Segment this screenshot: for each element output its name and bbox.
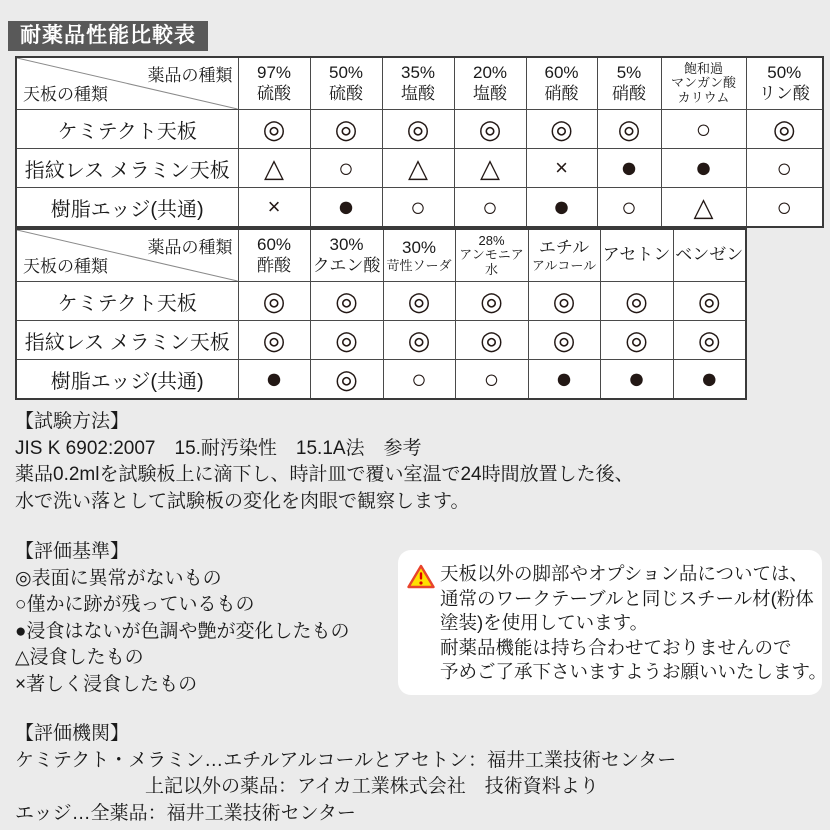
criteria-item: △浸食したもの — [15, 647, 144, 668]
column-header: 20% 塩酸 — [454, 57, 526, 110]
evaluator-line: 上記以外の薬品：アイカ工業株式会社 技術資料より — [145, 776, 599, 797]
rating-cell: ◎ — [310, 360, 383, 400]
rating-cell: ◎ — [600, 282, 673, 321]
test-method-line: JIS K 6902:2007 15.耐汚染性 15.1A法 参考 — [15, 437, 422, 459]
evaluator-line: エッジ…全薬品：福井工業技術センター — [15, 802, 356, 824]
column-header: 30% クエン酸 — [310, 229, 383, 282]
warning-line: 天板以外の脚部やオプション品については、 — [440, 563, 808, 584]
rating-cell: △ — [238, 149, 310, 188]
rating-cell: ● — [673, 360, 746, 400]
rating-cell: ◎ — [310, 110, 382, 149]
row-label: ケミテクト天板 — [16, 110, 238, 149]
warning-exclamation-bar — [420, 572, 422, 579]
rating-cell: ◎ — [526, 110, 597, 149]
rating-cell: ◎ — [600, 321, 673, 360]
criteria-section — [15, 539, 349, 698]
rating-cell: ◎ — [455, 282, 528, 321]
warning-line: 耐薬品機能は持ち合わせておりませんので — [440, 636, 792, 658]
column-header: 35% 塩酸 — [382, 57, 454, 110]
column-header: 50% 硫酸 — [310, 57, 382, 110]
test-method-line: 水で洗い落として試験板の変化を肉眼で観察します。 — [15, 490, 470, 512]
rating-cell: △ — [661, 188, 746, 228]
warning-line: 塗装)を使用しています。 — [440, 612, 649, 633]
section-heading-criteria: 【評価基準】 — [15, 541, 130, 562]
rating-cell: ○ — [746, 149, 823, 188]
warning-triangle-icon — [407, 564, 435, 589]
rating-cell: ◎ — [528, 282, 600, 321]
rating-cell: ◎ — [454, 110, 526, 149]
row-label: 樹脂エッジ(共通) — [16, 188, 238, 228]
rating-cell: ◎ — [597, 110, 661, 149]
corner-header-cell — [16, 229, 238, 282]
chemical-resistance-table-others — [15, 228, 747, 400]
warning-line: 予めご了承下さいますようお願いいたします。 — [440, 661, 828, 682]
rating-cell: ◎ — [746, 110, 823, 149]
rating-cell: ● — [528, 360, 600, 400]
rating-cell: ◎ — [455, 321, 528, 360]
row-label: ケミテクト天板 — [16, 282, 238, 321]
rating-cell: ○ — [310, 149, 382, 188]
corner-chemical-type-label: 薬品の種類 — [147, 238, 233, 257]
column-header: 飽和過 マンガン酸 カリウム — [661, 57, 746, 110]
rating-cell: ○ — [661, 110, 746, 149]
column-header: アセトン — [600, 229, 673, 282]
rating-cell: ◎ — [673, 282, 746, 321]
page-title: 耐薬品性能比較表 — [8, 21, 208, 51]
criteria-item: ○僅かに跡が残っているもの — [15, 594, 255, 615]
evaluator-section — [15, 721, 676, 827]
criteria-item: ×著しく浸食したもの — [15, 673, 198, 695]
warning-box — [398, 550, 828, 695]
rating-cell: ◎ — [382, 110, 454, 149]
rating-cell: ◎ — [383, 321, 455, 360]
rating-cell: △ — [454, 149, 526, 188]
column-header: 28% アンモニア 水 — [455, 229, 528, 282]
rating-cell: ● — [597, 149, 661, 188]
warning-exclamation-dot — [419, 581, 422, 584]
column-header: 60% 酢酸 — [238, 229, 310, 282]
rating-cell: ◎ — [238, 110, 310, 149]
test-method-line: 薬品0.2mlを試験板上に滴下し、時計皿で覆い室温で24時間放置した後、 — [15, 464, 634, 485]
rating-cell: ● — [661, 149, 746, 188]
section-heading-test-method: 【試験方法】 — [15, 411, 130, 432]
chemical-resistance-table-acids — [15, 56, 824, 228]
rating-cell: ◎ — [310, 282, 383, 321]
rating-cell: ◎ — [238, 282, 310, 321]
column-header: エチル アルコール — [528, 229, 600, 282]
criteria-item: ◎表面に異常がないもの — [15, 567, 222, 589]
rating-cell: ● — [526, 188, 597, 228]
evaluator-line: ケミテクト・メラミン…エチルアルコールとアセトン：福井工業技術センター — [15, 749, 677, 771]
corner-board-type-label: 天板の種類 — [23, 85, 108, 104]
row-label: 指紋レス メラミン天板 — [16, 321, 238, 360]
rating-cell: ● — [600, 360, 673, 400]
rating-cell: ◎ — [383, 282, 455, 321]
rating-cell: ○ — [455, 360, 528, 400]
rating-cell: ○ — [597, 188, 661, 228]
column-header: 97% 硫酸 — [238, 57, 310, 110]
column-header: 60% 硝酸 — [526, 57, 597, 110]
rating-cell: ○ — [454, 188, 526, 228]
criteria-item: ●浸食はないが色調や艶が変化したもの — [15, 620, 350, 642]
section-heading-evaluator: 【評価機関】 — [15, 723, 130, 744]
rating-cell: ◎ — [310, 321, 383, 360]
row-label: 指紋レス メラミン天板 — [16, 149, 238, 188]
rating-cell: △ — [382, 149, 454, 188]
rating-cell: ◎ — [238, 321, 310, 360]
column-header: 30% 苛性ソーダ — [383, 229, 455, 282]
row-label: 樹脂エッジ(共通) — [16, 360, 238, 400]
column-header: 50% リン酸 — [746, 57, 823, 110]
rating-cell: × — [526, 149, 597, 188]
rating-cell: ● — [310, 188, 382, 228]
rating-cell: ○ — [382, 188, 454, 228]
rating-cell: ○ — [746, 188, 823, 228]
warning-line: 通常のワークテーブルと同じスチール材(粉体 — [440, 587, 814, 609]
rating-cell: ◎ — [673, 321, 746, 360]
corner-board-type-label: 天板の種類 — [23, 257, 108, 276]
column-header: 5% 硝酸 — [597, 57, 661, 110]
rating-cell: ◎ — [528, 321, 600, 360]
corner-header-cell — [16, 57, 238, 110]
rating-cell: × — [238, 188, 310, 228]
corner-chemical-type-label: 薬品の種類 — [147, 66, 233, 85]
rating-cell: ● — [238, 360, 310, 400]
test-method-section — [15, 409, 634, 515]
rating-cell: ○ — [383, 360, 455, 400]
column-header: ベンゼン — [673, 229, 746, 282]
